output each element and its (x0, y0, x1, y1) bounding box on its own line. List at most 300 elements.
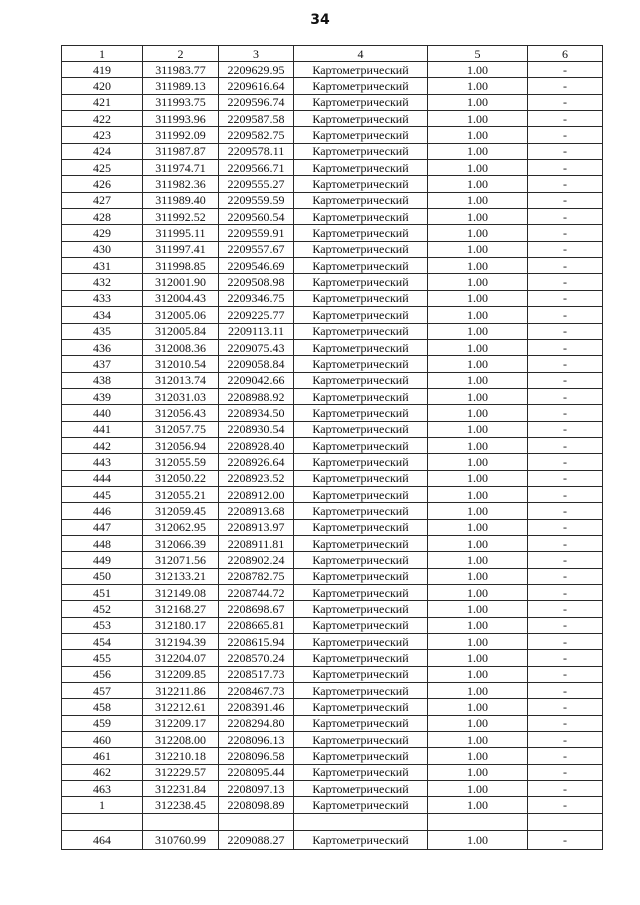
y-coordinate-cell: 2209559.59 (219, 192, 294, 208)
method-cell: Картометрический (294, 552, 428, 568)
column-header-4: 4 (294, 46, 428, 62)
y-coordinate-cell: 2208698.67 (219, 601, 294, 617)
y-coordinate-cell: 2208912.00 (219, 486, 294, 502)
x-coordinate-cell: 312066.39 (143, 535, 219, 551)
table-row (62, 699, 603, 715)
method-cell: Картометрический (294, 143, 428, 159)
description-cell: - (528, 405, 603, 421)
method-cell: Картометрический (294, 535, 428, 551)
x-coordinate-cell: 310760.99 (143, 830, 219, 849)
point-number-cell: 462 (62, 764, 143, 780)
method-cell: Картометрический (294, 634, 428, 650)
y-coordinate-cell: 2208928.40 (219, 437, 294, 453)
description-cell: - (528, 519, 603, 535)
point-number-cell: 436 (62, 339, 143, 355)
y-coordinate-cell: 2208988.92 (219, 388, 294, 404)
method-cell: Картометрический (294, 209, 428, 225)
accuracy-cell: 1.00 (428, 307, 528, 323)
point-number-cell: 458 (62, 699, 143, 715)
point-number-cell: 449 (62, 552, 143, 568)
method-cell: Картометрический (294, 241, 428, 257)
method-cell: Картометрический (294, 470, 428, 486)
y-coordinate-cell: 2209075.43 (219, 339, 294, 355)
accuracy-cell: 1.00 (428, 454, 528, 470)
accuracy-cell: 1.00 (428, 535, 528, 551)
point-number-cell: 423 (62, 127, 143, 143)
accuracy-cell: 1.00 (428, 225, 528, 241)
y-coordinate-cell: 2208923.52 (219, 470, 294, 486)
table-row (62, 519, 603, 535)
point-number-cell: 430 (62, 241, 143, 257)
method-cell: Картометрический (294, 62, 428, 78)
method-cell: Картометрический (294, 160, 428, 176)
description-cell: - (528, 111, 603, 127)
y-coordinate-cell: 2208615.94 (219, 634, 294, 650)
method-cell: Картометрический (294, 715, 428, 731)
point-number-cell: 435 (62, 323, 143, 339)
point-number-cell: 455 (62, 650, 143, 666)
table-row (62, 356, 603, 372)
x-coordinate-cell: 312210.18 (143, 748, 219, 764)
x-coordinate-cell: 311974.71 (143, 160, 219, 176)
point-number-cell: 450 (62, 568, 143, 584)
point-number-cell: 434 (62, 307, 143, 323)
method-cell: Картометрический (294, 830, 428, 849)
y-coordinate-cell: 2209346.75 (219, 290, 294, 306)
table-row (62, 192, 603, 208)
method-cell: Картометрический (294, 519, 428, 535)
point-number-cell: 441 (62, 421, 143, 437)
table-row (62, 568, 603, 584)
method-cell: Картометрический (294, 437, 428, 453)
point-number-cell: 461 (62, 748, 143, 764)
y-coordinate-cell: 2209088.27 (219, 830, 294, 849)
description-cell: - (528, 323, 603, 339)
table-row (62, 339, 603, 355)
table-row (62, 274, 603, 290)
accuracy-cell: 1.00 (428, 715, 528, 731)
x-coordinate-cell: 312005.06 (143, 307, 219, 323)
y-coordinate-cell: 2209555.27 (219, 176, 294, 192)
table-row (62, 405, 603, 421)
accuracy-cell: 1.00 (428, 176, 528, 192)
x-coordinate-cell: 312209.85 (143, 666, 219, 682)
x-coordinate-cell: 312013.74 (143, 372, 219, 388)
point-number-cell: 447 (62, 519, 143, 535)
table-row (62, 830, 603, 849)
point-number-cell: 463 (62, 781, 143, 797)
x-coordinate-cell: 311989.13 (143, 78, 219, 94)
description-cell: - (528, 715, 603, 731)
point-number-cell: 422 (62, 111, 143, 127)
table-row (62, 160, 603, 176)
y-coordinate-cell: 2209560.54 (219, 209, 294, 225)
method-cell: Картометрический (294, 486, 428, 502)
accuracy-cell: 1.00 (428, 94, 528, 110)
description-cell: - (528, 225, 603, 241)
description-cell: - (528, 470, 603, 486)
x-coordinate-cell: 311989.40 (143, 192, 219, 208)
point-number-cell: 1 (62, 797, 143, 813)
description-cell: - (528, 62, 603, 78)
method-cell: Картометрический (294, 585, 428, 601)
page-number: 34 (310, 12, 330, 28)
method-cell: Картометрический (294, 258, 428, 274)
point-number-cell: 421 (62, 94, 143, 110)
accuracy-cell: 1.00 (428, 127, 528, 143)
point-number-cell: 426 (62, 176, 143, 192)
table-row (62, 797, 603, 813)
description-cell: - (528, 160, 603, 176)
table-row (62, 143, 603, 159)
method-cell: Картометрический (294, 78, 428, 94)
table-row (62, 781, 603, 797)
x-coordinate-cell: 312231.84 (143, 781, 219, 797)
x-coordinate-cell: 311995.11 (143, 225, 219, 241)
accuracy-cell: 1.00 (428, 830, 528, 849)
table-row (62, 470, 603, 486)
accuracy-cell: 1.00 (428, 699, 528, 715)
point-number-cell: 460 (62, 732, 143, 748)
accuracy-cell: 1.00 (428, 585, 528, 601)
description-cell: - (528, 307, 603, 323)
y-coordinate-cell: 2209596.74 (219, 94, 294, 110)
table-row (62, 421, 603, 437)
point-number-cell: 464 (62, 830, 143, 849)
x-coordinate-cell: 312208.00 (143, 732, 219, 748)
accuracy-cell (428, 813, 528, 830)
x-coordinate-cell: 311987.87 (143, 143, 219, 159)
table-row (62, 503, 603, 519)
description-cell: - (528, 732, 603, 748)
y-coordinate-cell: 2208934.50 (219, 405, 294, 421)
x-coordinate-cell: 311992.52 (143, 209, 219, 225)
table-row (62, 241, 603, 257)
accuracy-cell: 1.00 (428, 209, 528, 225)
description-cell: - (528, 241, 603, 257)
description-cell: - (528, 454, 603, 470)
description-cell: - (528, 781, 603, 797)
description-cell: - (528, 78, 603, 94)
table-row (62, 388, 603, 404)
method-cell: Картометрический (294, 683, 428, 699)
x-coordinate-cell: 312180.17 (143, 617, 219, 633)
table-spacer-row (62, 813, 603, 830)
method-cell: Картометрический (294, 323, 428, 339)
x-coordinate-cell: 312050.22 (143, 470, 219, 486)
accuracy-cell: 1.00 (428, 290, 528, 306)
description-cell: - (528, 601, 603, 617)
description-cell: - (528, 535, 603, 551)
description-cell: - (528, 209, 603, 225)
y-coordinate-cell: 2209042.66 (219, 372, 294, 388)
x-coordinate-cell: 312010.54 (143, 356, 219, 372)
method-cell: Картометрический (294, 601, 428, 617)
description-cell (528, 813, 603, 830)
y-coordinate-cell (219, 813, 294, 830)
table-header-row (62, 46, 603, 62)
column-header-6: 6 (528, 46, 603, 62)
accuracy-cell: 1.00 (428, 323, 528, 339)
table-row (62, 290, 603, 306)
method-cell: Картометрический (294, 503, 428, 519)
x-coordinate-cell: 312059.45 (143, 503, 219, 519)
description-cell: - (528, 192, 603, 208)
accuracy-cell: 1.00 (428, 503, 528, 519)
x-coordinate-cell: 311992.09 (143, 127, 219, 143)
method-cell: Картометрический (294, 111, 428, 127)
y-coordinate-cell: 2208926.64 (219, 454, 294, 470)
table-row (62, 486, 603, 502)
accuracy-cell: 1.00 (428, 241, 528, 257)
y-coordinate-cell: 2209113.11 (219, 323, 294, 339)
table-row (62, 601, 603, 617)
description-cell: - (528, 503, 603, 519)
point-number-cell: 439 (62, 388, 143, 404)
x-coordinate-cell: 312056.43 (143, 405, 219, 421)
point-number-cell: 427 (62, 192, 143, 208)
description-cell: - (528, 127, 603, 143)
y-coordinate-cell: 2208911.81 (219, 535, 294, 551)
table-row (62, 650, 603, 666)
method-cell: Картометрический (294, 274, 428, 290)
method-cell: Картометрический (294, 699, 428, 715)
table-row (62, 552, 603, 568)
method-cell: Картометрический (294, 748, 428, 764)
method-cell: Картометрический (294, 388, 428, 404)
y-coordinate-cell: 2208930.54 (219, 421, 294, 437)
description-cell: - (528, 388, 603, 404)
y-coordinate-cell: 2209058.84 (219, 356, 294, 372)
accuracy-cell: 1.00 (428, 552, 528, 568)
x-coordinate-cell: 312001.90 (143, 274, 219, 290)
method-cell: Картометрический (294, 192, 428, 208)
x-coordinate-cell: 312194.39 (143, 634, 219, 650)
method-cell: Картометрический (294, 617, 428, 633)
accuracy-cell: 1.00 (428, 437, 528, 453)
table-row (62, 437, 603, 453)
description-cell: - (528, 372, 603, 388)
x-coordinate-cell: 312212.61 (143, 699, 219, 715)
table-row (62, 634, 603, 650)
description-cell: - (528, 486, 603, 502)
method-cell: Картометрический (294, 764, 428, 780)
x-coordinate-cell: 312055.59 (143, 454, 219, 470)
accuracy-cell: 1.00 (428, 748, 528, 764)
x-coordinate-cell: 312238.45 (143, 797, 219, 813)
x-coordinate-cell: 312056.94 (143, 437, 219, 453)
table-body (62, 46, 603, 850)
accuracy-cell: 1.00 (428, 666, 528, 682)
table-row (62, 683, 603, 699)
point-number-cell: 456 (62, 666, 143, 682)
point-number-cell (62, 813, 143, 830)
method-cell: Картометрический (294, 127, 428, 143)
method-cell: Картометрический (294, 797, 428, 813)
table-row (62, 715, 603, 731)
y-coordinate-cell: 2208294.80 (219, 715, 294, 731)
table-row (62, 617, 603, 633)
method-cell: Картометрический (294, 781, 428, 797)
description-cell: - (528, 143, 603, 159)
accuracy-cell: 1.00 (428, 470, 528, 486)
x-coordinate-cell: 311993.75 (143, 94, 219, 110)
y-coordinate-cell: 2208744.72 (219, 585, 294, 601)
accuracy-cell: 1.00 (428, 143, 528, 159)
point-number-cell: 429 (62, 225, 143, 241)
accuracy-cell: 1.00 (428, 339, 528, 355)
accuracy-cell: 1.00 (428, 258, 528, 274)
description-cell: - (528, 617, 603, 633)
table-row (62, 372, 603, 388)
accuracy-cell: 1.00 (428, 617, 528, 633)
accuracy-cell: 1.00 (428, 405, 528, 421)
x-coordinate-cell: 312004.43 (143, 290, 219, 306)
x-coordinate-cell: 312071.56 (143, 552, 219, 568)
description-cell: - (528, 339, 603, 355)
method-cell: Картометрический (294, 94, 428, 110)
x-coordinate-cell: 312031.03 (143, 388, 219, 404)
accuracy-cell: 1.00 (428, 650, 528, 666)
column-header-5: 5 (428, 46, 528, 62)
point-number-cell: 453 (62, 617, 143, 633)
table-row (62, 732, 603, 748)
point-number-cell: 428 (62, 209, 143, 225)
table-row (62, 209, 603, 225)
x-coordinate-cell: 311982.36 (143, 176, 219, 192)
x-coordinate-cell: 311998.85 (143, 258, 219, 274)
description-cell: - (528, 666, 603, 682)
method-cell: Картометрический (294, 421, 428, 437)
description-cell: - (528, 797, 603, 813)
description-cell: - (528, 274, 603, 290)
y-coordinate-cell: 2209225.77 (219, 307, 294, 323)
accuracy-cell: 1.00 (428, 421, 528, 437)
point-number-cell: 446 (62, 503, 143, 519)
table-row (62, 258, 603, 274)
point-number-cell: 438 (62, 372, 143, 388)
description-cell: - (528, 585, 603, 601)
method-cell: Картометрический (294, 339, 428, 355)
accuracy-cell: 1.00 (428, 519, 528, 535)
y-coordinate-cell: 2208391.46 (219, 699, 294, 715)
description-cell: - (528, 176, 603, 192)
table-row (62, 94, 603, 110)
description-cell: - (528, 258, 603, 274)
table-row (62, 62, 603, 78)
accuracy-cell: 1.00 (428, 372, 528, 388)
method-cell: Картометрический (294, 732, 428, 748)
accuracy-cell: 1.00 (428, 764, 528, 780)
table-row (62, 666, 603, 682)
table-row (62, 585, 603, 601)
y-coordinate-cell: 2208097.13 (219, 781, 294, 797)
y-coordinate-cell: 2208098.89 (219, 797, 294, 813)
accuracy-cell: 1.00 (428, 683, 528, 699)
y-coordinate-cell: 2209629.95 (219, 62, 294, 78)
accuracy-cell: 1.00 (428, 797, 528, 813)
accuracy-cell: 1.00 (428, 732, 528, 748)
x-coordinate-cell: 312005.84 (143, 323, 219, 339)
y-coordinate-cell: 2208570.24 (219, 650, 294, 666)
x-coordinate-cell: 312062.95 (143, 519, 219, 535)
point-number-cell: 444 (62, 470, 143, 486)
x-coordinate-cell: 312008.36 (143, 339, 219, 355)
y-coordinate-cell: 2209557.67 (219, 241, 294, 257)
point-number-cell: 432 (62, 274, 143, 290)
accuracy-cell: 1.00 (428, 111, 528, 127)
x-coordinate-cell: 311983.77 (143, 62, 219, 78)
column-header-3: 3 (219, 46, 294, 62)
y-coordinate-cell: 2208467.73 (219, 683, 294, 699)
description-cell: - (528, 437, 603, 453)
x-coordinate-cell: 312057.75 (143, 421, 219, 437)
y-coordinate-cell: 2209559.91 (219, 225, 294, 241)
point-number-cell: 431 (62, 258, 143, 274)
x-coordinate-cell: 312209.17 (143, 715, 219, 731)
column-header-1: 1 (62, 46, 143, 62)
point-number-cell: 420 (62, 78, 143, 94)
y-coordinate-cell: 2208913.97 (219, 519, 294, 535)
point-number-cell: 443 (62, 454, 143, 470)
y-coordinate-cell: 2208517.73 (219, 666, 294, 682)
y-coordinate-cell: 2208913.68 (219, 503, 294, 519)
y-coordinate-cell: 2209566.71 (219, 160, 294, 176)
y-coordinate-cell: 2209508.98 (219, 274, 294, 290)
table-row (62, 454, 603, 470)
point-number-cell: 425 (62, 160, 143, 176)
description-cell: - (528, 764, 603, 780)
x-coordinate-cell: 312168.27 (143, 601, 219, 617)
point-number-cell: 442 (62, 437, 143, 453)
table-row (62, 111, 603, 127)
description-cell: - (528, 683, 603, 699)
column-header-2: 2 (143, 46, 219, 62)
table-row (62, 764, 603, 780)
y-coordinate-cell: 2208095.44 (219, 764, 294, 780)
x-coordinate-cell: 311997.41 (143, 241, 219, 257)
accuracy-cell: 1.00 (428, 62, 528, 78)
method-cell: Картометрический (294, 307, 428, 323)
x-coordinate-cell: 312055.21 (143, 486, 219, 502)
y-coordinate-cell: 2209546.69 (219, 258, 294, 274)
y-coordinate-cell: 2208665.81 (219, 617, 294, 633)
y-coordinate-cell: 2209578.11 (219, 143, 294, 159)
description-cell: - (528, 699, 603, 715)
x-coordinate-cell: 312149.08 (143, 585, 219, 601)
point-number-cell: 452 (62, 601, 143, 617)
method-cell (294, 813, 428, 830)
accuracy-cell: 1.00 (428, 78, 528, 94)
y-coordinate-cell: 2208096.13 (219, 732, 294, 748)
point-number-cell: 459 (62, 715, 143, 731)
point-number-cell: 457 (62, 683, 143, 699)
table-row (62, 78, 603, 94)
accuracy-cell: 1.00 (428, 634, 528, 650)
table-row (62, 225, 603, 241)
point-number-cell: 437 (62, 356, 143, 372)
description-cell: - (528, 830, 603, 849)
y-coordinate-cell: 2209582.75 (219, 127, 294, 143)
description-cell: - (528, 568, 603, 584)
description-cell: - (528, 634, 603, 650)
point-number-cell: 445 (62, 486, 143, 502)
description-cell: - (528, 290, 603, 306)
y-coordinate-cell: 2208782.75 (219, 568, 294, 584)
accuracy-cell: 1.00 (428, 486, 528, 502)
accuracy-cell: 1.00 (428, 388, 528, 404)
point-number-cell: 440 (62, 405, 143, 421)
